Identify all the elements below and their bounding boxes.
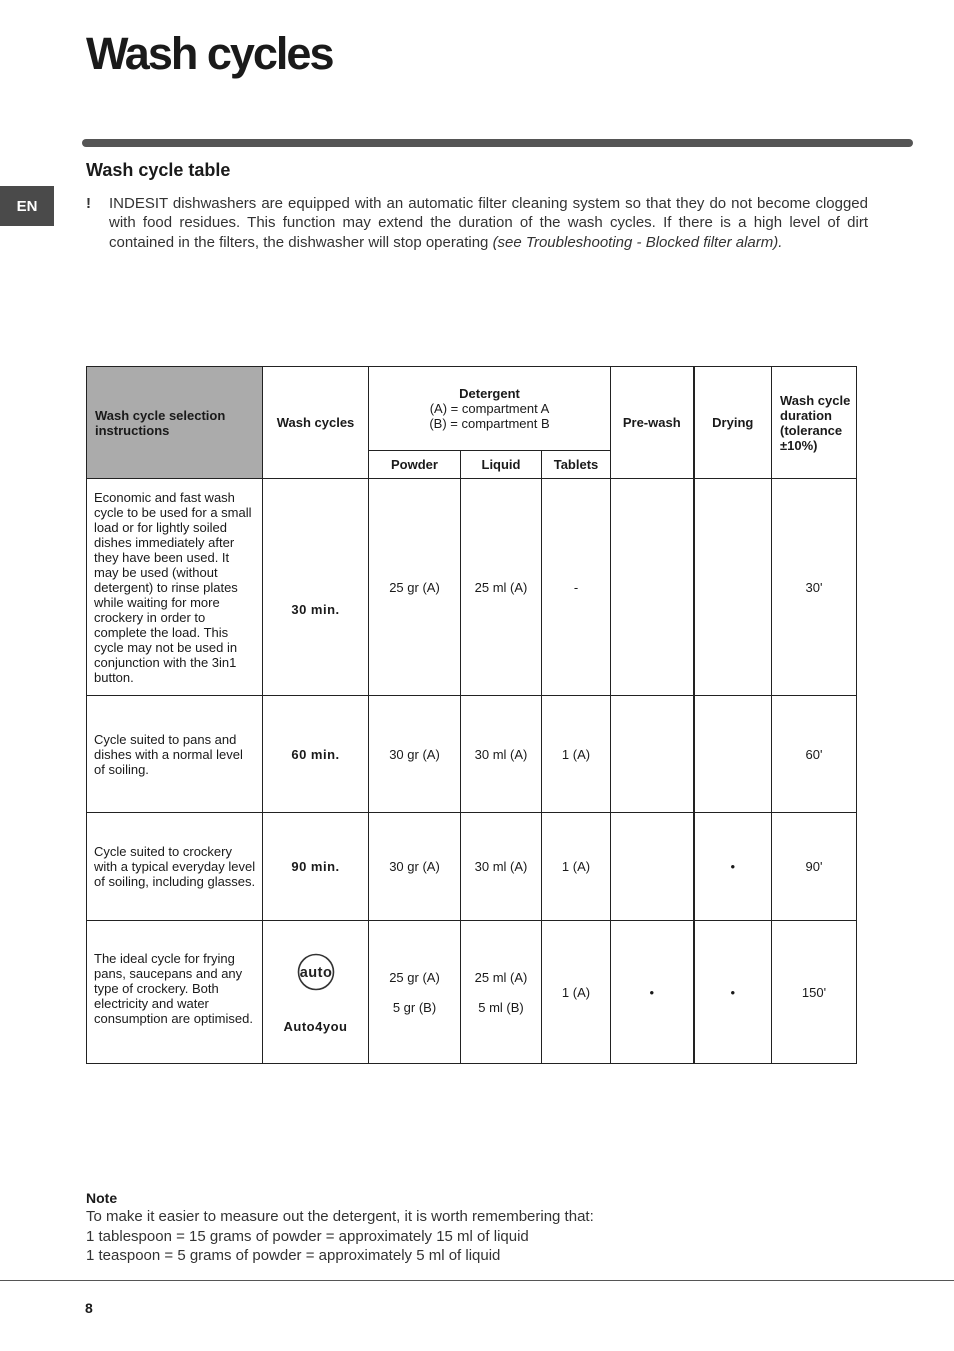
prewash-indicator <box>611 696 694 813</box>
header-wash-cycles: Wash cycles <box>263 367 369 479</box>
tablets-dose: 1 (A) <box>542 813 611 921</box>
drying-indicator: • <box>694 813 772 921</box>
tablets-dose: - <box>542 479 611 696</box>
drying-indicator: • <box>694 921 772 1064</box>
header-prewash: Pre-wash <box>611 367 694 479</box>
powder-dose: 30 gr (A) <box>369 813 461 921</box>
section-title: Wash cycle table <box>86 160 231 180</box>
prewash-indicator <box>611 479 694 696</box>
powder-dose: 25 gr (A) <box>369 479 461 696</box>
intro-reference: (see Troubleshooting - Blocked filter alarm). <box>492 233 783 251</box>
cycle-duration: 150' <box>772 921 857 1064</box>
tablets-dose: 1 (A) <box>542 696 611 813</box>
drying-indicator <box>694 479 772 696</box>
tablets-dose: 1 (A) <box>542 921 611 1064</box>
cycle-description: Cycle suited to pans and dishes with a normal level of soiling. <box>87 696 263 813</box>
note-line: 1 tablespoon = 15 grams of powder = approximately 15 ml of liquid <box>86 1228 529 1245</box>
drying-indicator <box>694 696 772 813</box>
cycle-name: auto Auto4you <box>263 921 369 1064</box>
svg-text:auto: auto <box>299 964 332 981</box>
header-selection-instructions: Wash cycle selection instructions <box>87 367 263 479</box>
intro-paragraph <box>86 194 868 252</box>
footer-divider <box>0 1280 954 1281</box>
note-title: Note <box>86 1190 118 1206</box>
header-detergent: Detergent (A) = compartment A (B) = compartment B <box>369 367 611 451</box>
cycle-duration: 30' <box>772 479 857 696</box>
note-line: To make it easier to measure out the detergent, it is worth remembering that: <box>86 1208 594 1225</box>
header-drying: Drying <box>694 367 772 479</box>
table-row <box>87 696 857 813</box>
prewash-indicator: • <box>611 921 694 1064</box>
liquid-dose: 30 ml (A) <box>461 696 542 813</box>
table-row <box>87 813 857 921</box>
cycle-name: 30 min. <box>263 479 369 696</box>
cycle-duration: 60' <box>772 696 857 813</box>
powder-dose: 25 gr (A) 5 gr (B) <box>369 921 461 1064</box>
table-header-row <box>87 367 857 451</box>
prewash-indicator <box>611 813 694 921</box>
wash-cycle-table <box>86 366 857 1064</box>
cycle-name: 60 min. <box>263 696 369 813</box>
powder-dose: 30 gr (A) <box>369 696 461 813</box>
title-divider <box>82 139 913 147</box>
header-tablets: Tablets <box>542 451 611 479</box>
cycle-description: Cycle suited to crockery with a typical everyday level of soiling, including glasses. <box>87 813 263 921</box>
intro-text: INDESIT dishwashers are equipped with an automatic filter cleaning system so that they do not become clogged with food residues. This function may extend the duration of the wash cycles. If there is a high level of dirt contained in the filters, the dishwasher will stop operating (see Troubleshooting - Blocked filter alarm). <box>109 195 868 251</box>
header-powder: Powder <box>369 451 461 479</box>
note-line: 1 teaspoon = 5 grams of powder = approximately 5 ml of liquid <box>86 1247 501 1264</box>
cycle-duration: 90' <box>772 813 857 921</box>
auto-cycle-icon <box>297 953 335 991</box>
page-number: 8 <box>85 1300 93 1316</box>
language-tab: EN <box>0 186 54 226</box>
table-row <box>87 921 857 1064</box>
cycle-description: Economic and fast wash cycle to be used for a small load or for lightly soiled dishes immediately after they have been used. It may be used (without detergent) to rinse plates while waiting for more crockery in order to complete the load. This cycle may not be used in conjunction with the 3in1 button. <box>87 479 263 696</box>
warning-marker: ! <box>86 195 91 212</box>
table-row <box>87 479 857 696</box>
liquid-dose: 25 ml (A) <box>461 479 542 696</box>
liquid-dose: 30 ml (A) <box>461 813 542 921</box>
header-duration: Wash cycle duration (tolerance ±10%) <box>772 367 857 479</box>
cycle-name: 90 min. <box>263 813 369 921</box>
header-liquid: Liquid <box>461 451 542 479</box>
cycle-description: The ideal cycle for frying pans, saucepans and any type of crockery. Both electricity and water consumption are optimised. <box>87 921 263 1064</box>
page-title: Wash cycles <box>86 28 333 79</box>
liquid-dose: 25 ml (A) 5 ml (B) <box>461 921 542 1064</box>
